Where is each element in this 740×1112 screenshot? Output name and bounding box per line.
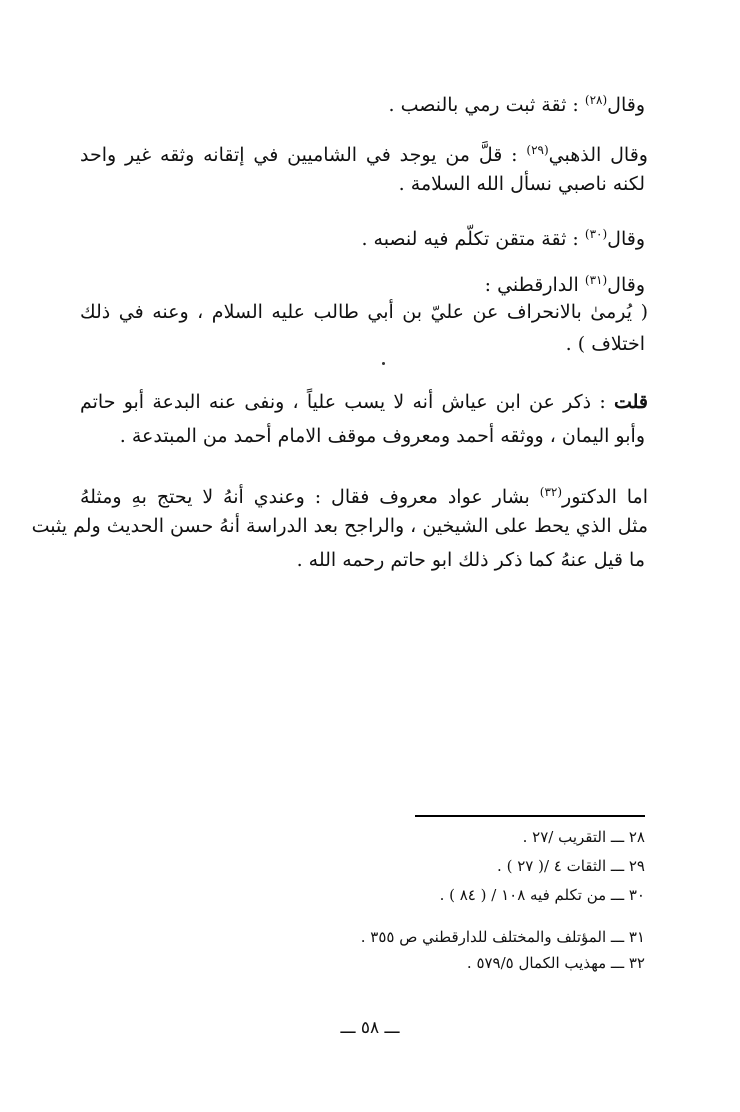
footnote-31: ٣١ ـــ المؤتلف والمختلف للدارقطني ص ٣٥٥ . bbox=[360, 928, 645, 946]
paragraph-p4 bbox=[485, 266, 645, 299]
stray-mark bbox=[382, 362, 385, 365]
paragraph-p4-quote1: ( يُرمىٰ بالانحراف عن عليّ بن أبي طالب عليه السلام ، وعنه في ذلك bbox=[80, 301, 648, 323]
p1-text: : ثقة ثبت رمي بالنصب . bbox=[388, 94, 585, 116]
p1-prefix: وقال bbox=[607, 94, 645, 116]
paragraph-p4-quote2: اختلاف ) . bbox=[565, 333, 645, 355]
p3-text: : ثقة متقن تكلّم فيه لنصبه . bbox=[361, 228, 585, 250]
paragraph-p6-line3: ما قيل عنهُ كما ذكر ذلك ابو حاتم رحمه الله . bbox=[296, 549, 645, 571]
p6-prefix: اما الدكتور bbox=[562, 486, 648, 508]
footnote-ref-31: (٣١) bbox=[584, 273, 608, 287]
p4-prefix: وقال bbox=[607, 274, 645, 296]
footnote-divider bbox=[415, 815, 645, 817]
page-number: ـــ ٥٨ ـــ bbox=[340, 1018, 400, 1038]
p3-prefix: وقال bbox=[607, 228, 645, 250]
p2-prefix: وقال الذهبي bbox=[548, 144, 648, 166]
footnote-29: ٢٩ ـــ الثقات ٤ /( ٢٧ ) . bbox=[497, 857, 645, 875]
paragraph-p2-line1 bbox=[80, 136, 648, 169]
paragraph-p6-line1 bbox=[80, 478, 648, 511]
p5-label: قلت bbox=[613, 391, 648, 413]
p4-text: الدارقطني : bbox=[484, 274, 585, 296]
paragraph-p3 bbox=[361, 220, 645, 253]
paragraph-p6-line2: مثل الذي يحط على الشيخين ، والراجح بعد الدراسة أنهُ حسن الحديث ولم يثبت bbox=[31, 515, 648, 537]
footnote-ref-30: (٣٠) bbox=[584, 227, 608, 241]
footnote-ref-32: (٣٢) bbox=[539, 485, 563, 499]
paragraph-p5-line2: وأبو اليمان ، ووثقه أحمد ومعروف موقف الامام أحمد من المبتدعة . bbox=[119, 425, 645, 447]
p6-text: بشار عواد معروف فقال : وعندي أنهُ لا يحتج بهِ ومثلهُ bbox=[80, 486, 540, 508]
p5-text: : ذكر عن ابن عياش أنه لا يسب علياً ، ونفى عنه البدعة أبو حاتم bbox=[80, 391, 614, 413]
paragraph-p5-line1 bbox=[80, 388, 648, 416]
paragraph-p1 bbox=[389, 86, 646, 119]
footnote-28: ٢٨ ـــ التقريب /٢٧ . bbox=[522, 828, 645, 846]
footnote-ref-29: (٢٩) bbox=[526, 143, 549, 157]
footnote-ref-28: (٢٨) bbox=[584, 93, 608, 107]
footnote-30: ٣٠ ـــ من تكلم فيه ١٠٨ / ( ٨٤ ) . bbox=[439, 886, 645, 904]
footnote-32: ٣٢ ـــ مهذيب الكمال ٥٧٩/٥ . bbox=[466, 954, 645, 972]
p2-text: : قلَّ من يوجد في الشاميين في إتقانه وثقه غير واحد bbox=[80, 144, 527, 166]
paragraph-p2-line2: لكنه ناصبي نسأل الله السلامة . bbox=[398, 173, 645, 195]
